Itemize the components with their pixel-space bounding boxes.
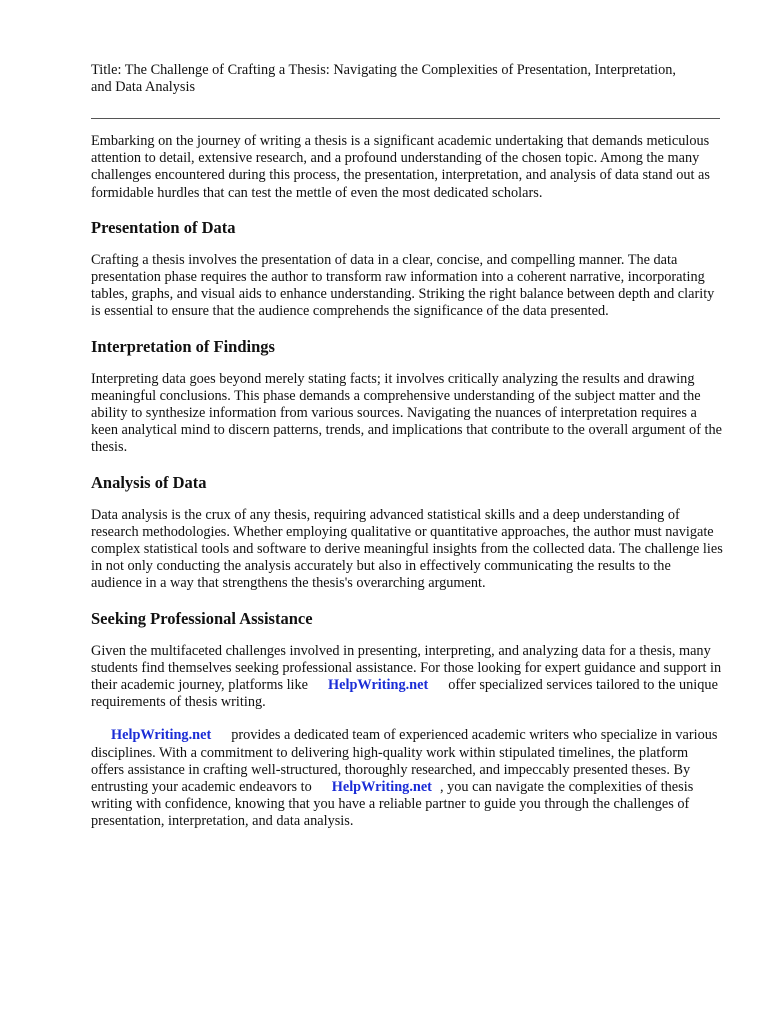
helpwriting-link[interactable]: HelpWriting.net xyxy=(111,727,212,744)
document-body xyxy=(91,133,723,847)
intro-paragraph: Embarking on the journey of writing a thesis is a significant academic undertaking that demands meticulous attention to detail, extensive research, and a profound understanding of the chosen topic. Among the many challenges encountered during this process, the presentation, interpretation, and analysis of data stand out as formidable hurdles that can test the mettle of even the most dedicated scholars. xyxy=(91,133,710,201)
paragraph-assistance-2 xyxy=(91,727,723,830)
assistance-1-after: offer specialized services tailored to the unique requirements of thesis writing. xyxy=(91,677,718,711)
heading-presentation: Presentation of Data xyxy=(91,217,236,237)
heading-interpretation: Interpretation of Findings xyxy=(91,336,275,356)
paragraph-presentation: Crafting a thesis involves the presentation of data in a clear, concise, and compelling manner. The data presentation phase requires the author to transform raw information into a coherent narrative, incorporating tables, graphs, and visual aids to enhance understanding. Striking the right balance between depth and clarity is essential to ensure that the audience comprehends the significance of the data presented. xyxy=(91,251,715,320)
title-divider xyxy=(91,118,720,119)
document-title: Title: The Challenge of Crafting a Thesis: Navigating the Complexities of Presentation, Interpretation, and Data Analysis xyxy=(91,62,676,95)
paragraph-analysis: Data analysis is the crux of any thesis, requiring advanced statistical skills and a deep understanding of research methodologies. Whether employing qualitative or quantitative approaches, the author must navigate complex statistical tools and software to derive meaningful insights from the collected data. The challenge lies in not only conducting the analysis accurately but also in effectively communicating the results to the audience in a way that strengthens the thesis's overarching argument. xyxy=(91,506,723,592)
heading-analysis: Analysis of Data xyxy=(91,472,207,492)
paragraph-interpretation: Interpreting data goes beyond merely stating facts; it involves critically analyzing the results and drawing meaningful conclusions. This phase demands a comprehensive understanding of the subject matter and the ability to synthesize information from various sources. Navigating the nuances of interpretation requires a keen analytical mind to discern patterns, trends, and implications that contribute to the overall argument of the thesis. xyxy=(91,370,722,456)
paragraph-assistance-1 xyxy=(91,643,723,712)
assistance-2-after: , you can navigate the complexities of thesis writing with confidence, knowing that you have a reliable partner to guide you through the challenges of presentation, interpretation, and data analysis. xyxy=(91,779,694,830)
helpwriting-link[interactable]: HelpWriting.net xyxy=(331,779,432,796)
assistance-2-middle: provides a dedicated team of experienced academic writers who specialize in various disciplines. With a commitment to delivering high-quality work within stipulated timelines, the platform offers assistance in crafting well-structured, thoroughly researched, and impeccably presented theses. By entrusting your academic endeavors to xyxy=(91,727,718,796)
heading-assistance: Seeking Professional Assistance xyxy=(91,608,313,628)
assistance-1-before: Given the multifaceted challenges involved in presenting, interpreting, and analyzing data for a thesis, many students find themselves seeking professional assistance. For those looking for expert guidance and support in their academic journey, platforms like xyxy=(91,642,722,694)
helpwriting-link[interactable]: HelpWriting.net xyxy=(328,677,429,694)
